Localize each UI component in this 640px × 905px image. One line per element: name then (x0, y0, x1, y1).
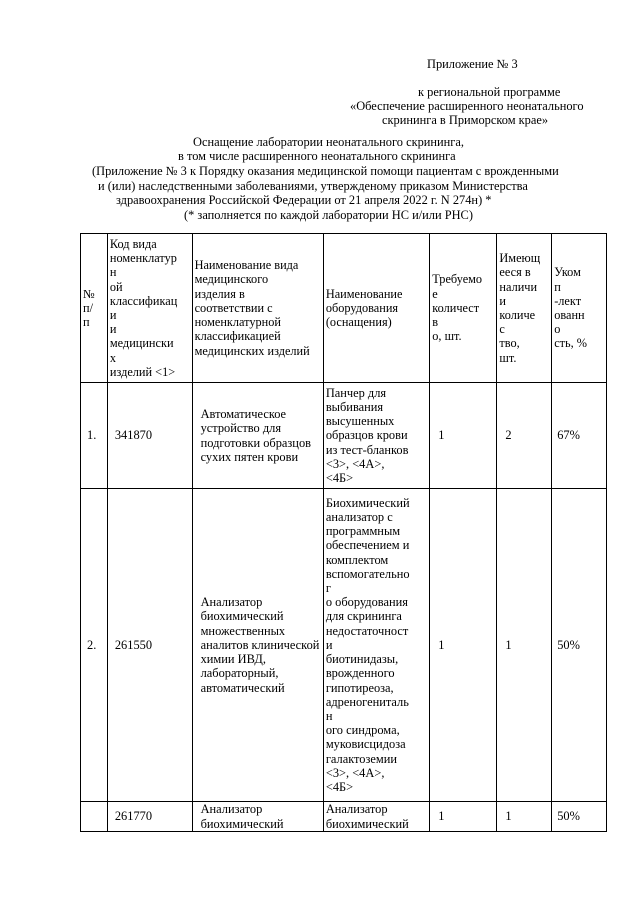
row-equipment: Панчер для выбивания высушенных образцов крови из тест-бланков <3>, <4А>, <4Б> (323, 383, 429, 489)
row-percent: 50% (552, 489, 607, 802)
header-percent: Уком п -лект ованн о сть, % (552, 234, 607, 383)
row-code: 261550 (107, 489, 192, 802)
heading-line-5: здравоохранения Российской Федерации от 21 апреля 2022 г. N 274н) * (116, 193, 492, 207)
heading-line-6: (* заполняется по каждой лаборатории НС и/или РНС) (184, 208, 473, 222)
heading-line-4: и (или) наследственными заболеваниями, утвержденому приказом Министерства (98, 179, 528, 193)
row-name: Анализатор биохимический множественных аналитов клинической химии ИВД, лабораторный, автоматический (192, 489, 323, 802)
appendix-title: Приложение № 3 (427, 57, 518, 71)
row-code: 261770 (107, 802, 192, 832)
row-code: 341870 (107, 383, 192, 489)
row-equipment: Анализатор биохимический (323, 802, 429, 832)
row-available: 1 (497, 802, 552, 832)
row-required: 1 (430, 383, 497, 489)
heading-line-2: в том числе расширенного неонатального скрининга (178, 149, 456, 163)
table-header-row (81, 234, 607, 383)
appendix-line-3: скрининга в Приморском крае» (382, 113, 549, 127)
table-row (81, 802, 607, 832)
table-row (81, 489, 607, 802)
header-name: Наименование вида медицинского изделия в соответствии с номенклатурной классификацией медицинских изделий (192, 234, 323, 383)
header-equipment: Наименование оборудования (оснащения) (323, 234, 429, 383)
header-num: № п/ п (81, 234, 108, 383)
row-available: 1 (497, 489, 552, 802)
equipment-table (80, 233, 607, 832)
row-num: 1. (81, 383, 108, 489)
table-row (81, 383, 607, 489)
row-num (81, 802, 108, 832)
heading-line-3: (Приложение № 3 к Порядку оказания медицинской помощи пациентам с врожденными (92, 164, 559, 178)
appendix-line-1: к региональной программе (418, 85, 561, 99)
row-name: Анализатор биохимический (192, 802, 323, 832)
heading-line-1: Оснащение лаборатории неонатального скрининга, (193, 135, 464, 149)
appendix-line-2: «Обеспечение расширенного неонатального (350, 99, 584, 113)
header-code: Код вида номенклатур н ой классификац и и медицински х изделий <1> (107, 234, 192, 383)
header-available: Имеющ ееся в наличи и количе с тво, шт. (497, 234, 552, 383)
row-percent: 67% (552, 383, 607, 489)
row-required: 1 (430, 802, 497, 832)
row-required: 1 (430, 489, 497, 802)
row-name: Автоматическое устройство для подготовки образцов сухих пятен крови (192, 383, 323, 489)
row-equipment: Биохимический анализатор с программным обеспечением и комплектом вспомогательно г о оборудования для скрининга недостаточност и биотинидазы, врожденного гипотиреоза, адреногениталь н ого синдрома, муковисцидоза галактоземии <3>, <4А>, <4Б> (323, 489, 429, 802)
row-percent: 50% (552, 802, 607, 832)
header-required: Требуемо е количест в о, шт. (430, 234, 497, 383)
row-num: 2. (81, 489, 108, 802)
row-available: 2 (497, 383, 552, 489)
